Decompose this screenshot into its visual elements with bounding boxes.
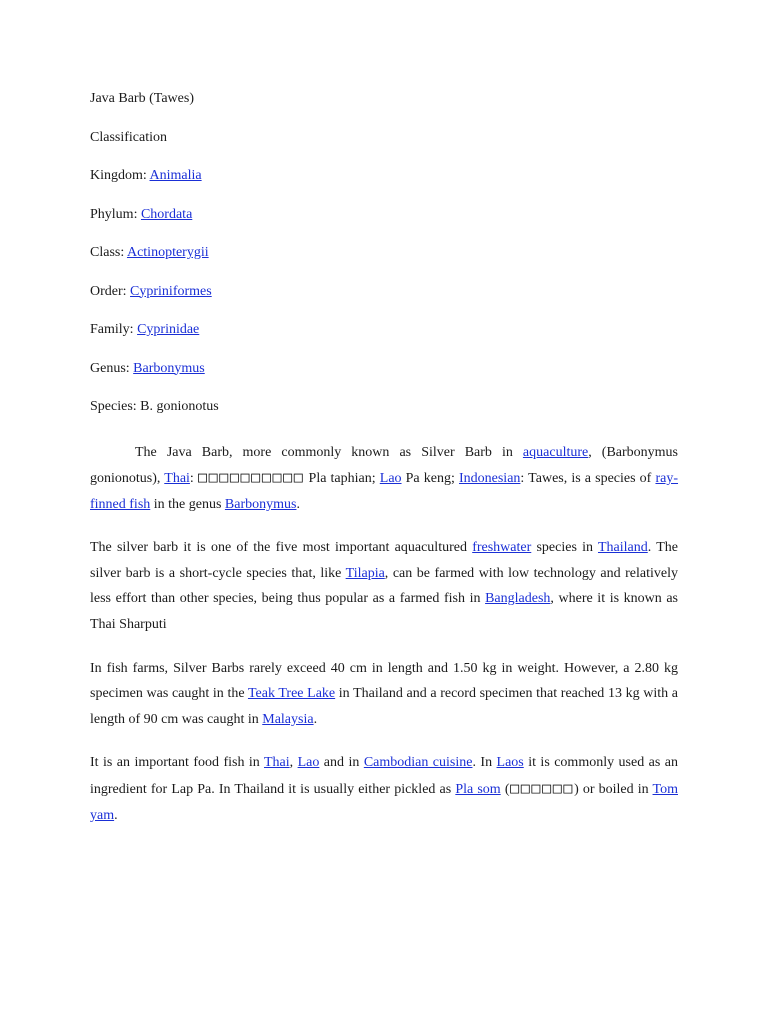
p1-text-8: .: [296, 496, 300, 512]
thai-link[interactable]: Thai: [164, 471, 190, 487]
thai-script-text: □□□□□□□□□□: [197, 468, 305, 487]
pla-som-link[interactable]: Pla som: [455, 782, 501, 798]
family-link[interactable]: Cyprinidae: [137, 322, 200, 337]
p4-text-5: it is commonly used as an ingredient for Lap Pa. In Thailand it is usually either pickled as: [90, 755, 678, 798]
malaysia-link[interactable]: Malaysia: [262, 711, 314, 727]
p4-text-1: It is an important food fish in: [90, 755, 264, 771]
genus-row: [90, 358, 678, 397]
document-title: Java Barb (Tawes): [90, 91, 194, 106]
p1-text-2: , (Barbonymus gonionotus),: [90, 444, 678, 487]
cuisine-paragraph: [90, 750, 678, 828]
thailand-link[interactable]: Thailand: [597, 540, 648, 556]
p1-text-3: :: [189, 471, 198, 487]
p4-text-6: (: [500, 782, 510, 798]
class-row: [90, 242, 678, 281]
order-row: [90, 281, 678, 320]
tilapia-link[interactable]: Tilapia: [345, 565, 385, 581]
lao-link[interactable]: Lao: [379, 471, 402, 487]
p2-text-1: The silver barb it is one of the five most important aquacultured: [90, 540, 473, 556]
genus-link[interactable]: Barbonymus: [133, 360, 205, 376]
order-link[interactable]: Cypriniformes: [130, 283, 212, 299]
phylum-label: Phylum:: [90, 206, 141, 222]
kingdom-row: [90, 165, 678, 204]
p2-text-3: . The silver barb is a short-cycle species that, like: [90, 540, 678, 581]
p1-text-4: Pla taphian;: [304, 471, 380, 487]
p4-text-2: ,: [289, 755, 298, 771]
thai-cuisine-link[interactable]: Thai: [263, 755, 290, 771]
bangladesh-link[interactable]: Bangladesh: [485, 591, 551, 607]
document-page: [90, 88, 678, 828]
phylum-row: [90, 204, 678, 243]
p1-text-5: Pa keng;: [401, 471, 459, 487]
p2-text-2: species in: [531, 540, 598, 556]
kingdom-label: Kingdom:: [90, 168, 150, 183]
phylum-link[interactable]: Chordata: [140, 206, 193, 222]
aquaculture-paragraph: [90, 535, 678, 637]
class-label: Class:: [90, 245, 127, 260]
pla-som-thai-script: □□□□□□: [509, 779, 575, 798]
p3-text-1: In fish farms, Silver Barbs rarely exceed 40 cm in length and 1.50 kg in weight. However, a 2.80 kg specimen was caught in the: [90, 660, 678, 702]
laos-link[interactable]: Laos: [496, 755, 524, 771]
tom-yam-link[interactable]: Tom yam: [90, 782, 678, 823]
cambodian-cuisine-link[interactable]: Cambodian cuisine: [363, 755, 473, 771]
p4-text-3: and in: [319, 755, 364, 771]
species-row: [90, 396, 678, 435]
family-row: [90, 319, 678, 358]
p4-text-7: ) or boiled in: [574, 782, 653, 798]
family-label: Family:: [90, 322, 138, 337]
p2-text-4: , can be farmed with low technology and relatively less effort than other species, being thus popular as a farmed fish in: [90, 565, 678, 607]
p1-text-1: The Java Barb, more commonly known as Silver Barb in: [135, 444, 523, 460]
freshwater-link[interactable]: freshwater: [472, 540, 532, 556]
species-value: B. gonionotus: [140, 399, 219, 414]
p3-text-2: in Thailand and a record specimen that reached 13 kg with a length of 90 cm was caught in: [90, 686, 678, 727]
p2-text-5: , where it is known as Thai Sharputi: [90, 591, 679, 633]
p1-text-6: : Tawes, is a species of: [520, 471, 656, 487]
lao-cuisine-link[interactable]: Lao: [297, 755, 320, 771]
intro-paragraph: [90, 440, 678, 518]
order-label: Order:: [90, 283, 131, 299]
teak-tree-lake-link[interactable]: Teak Tree Lake: [247, 686, 336, 702]
class-link[interactable]: Actinopterygii: [126, 245, 209, 260]
genus-label: Genus:: [90, 360, 134, 376]
species-label: Species:: [90, 399, 141, 414]
classification-heading: Classification: [90, 129, 167, 145]
p4-text-4: . In: [472, 755, 497, 771]
aquaculture-link[interactable]: aquaculture: [522, 444, 589, 460]
p1-text-7: in the genus: [150, 496, 225, 512]
p3-text-3: .: [313, 711, 318, 727]
p4-text-8: .: [114, 807, 118, 823]
size-paragraph: [90, 656, 678, 733]
kingdom-link[interactable]: Animalia: [149, 168, 202, 183]
ray-finned-fish-link[interactable]: ray-finned fish: [90, 471, 679, 512]
indonesian-link[interactable]: Indonesian: [458, 471, 521, 487]
barbonymus-link[interactable]: Barbonymus: [224, 496, 297, 512]
